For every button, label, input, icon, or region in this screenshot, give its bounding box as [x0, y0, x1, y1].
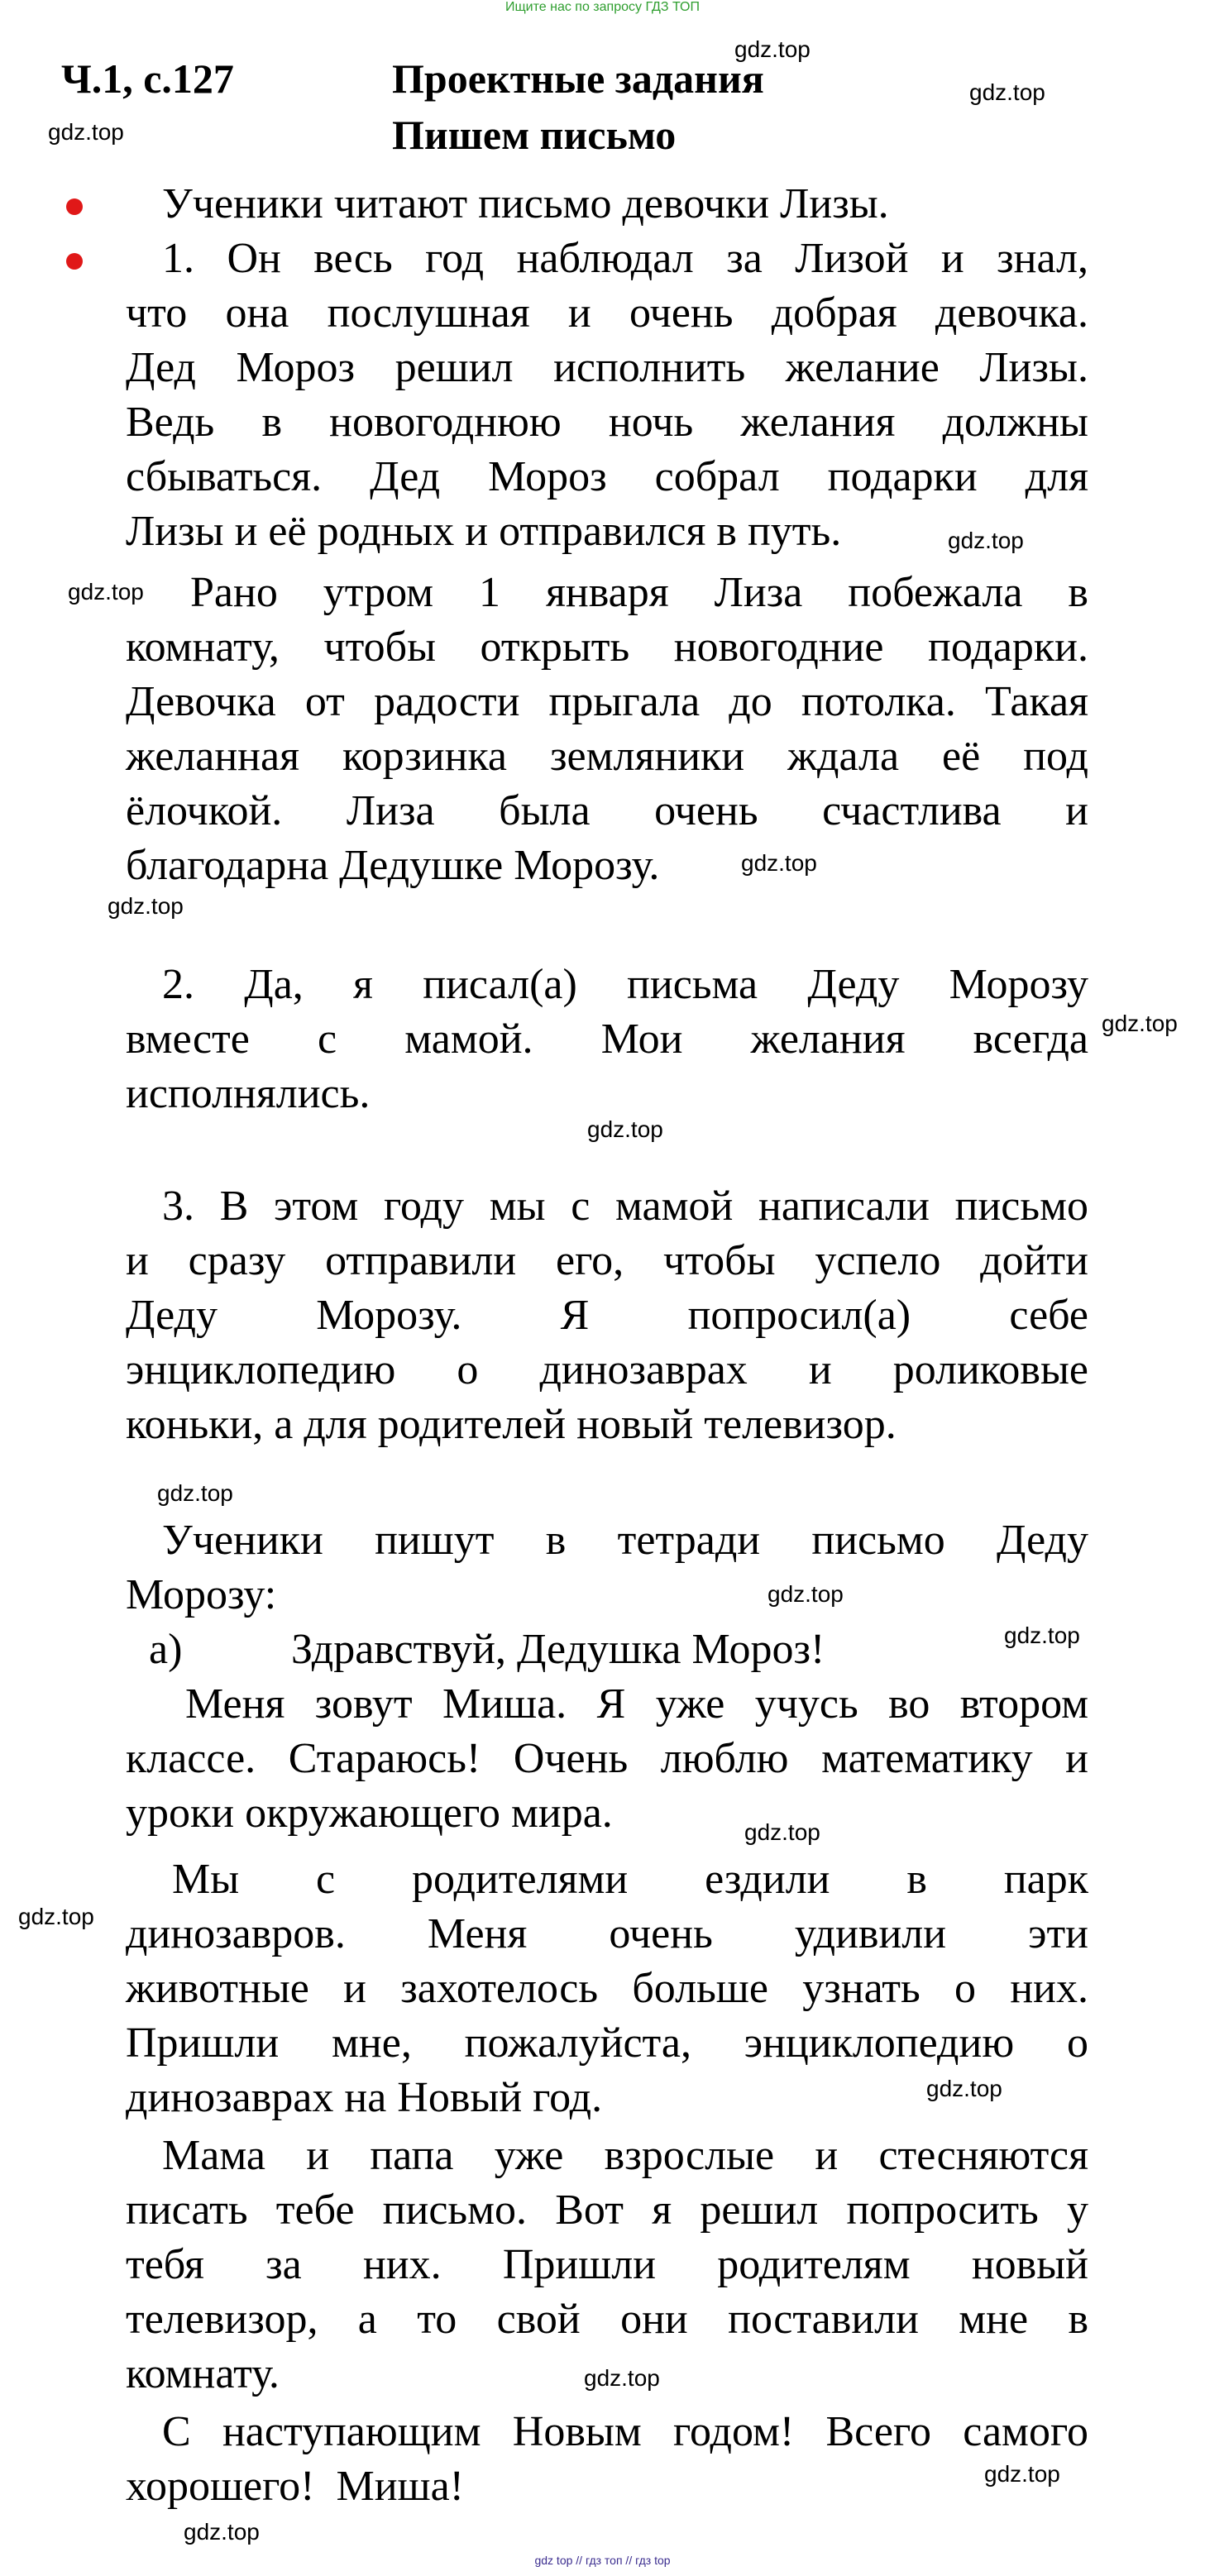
answer-line: вместе с мамой. Мои желания всегда — [126, 1016, 1088, 1063]
watermark: gdz.top — [969, 79, 1045, 105]
footer-separator: // — [572, 2554, 586, 2567]
answer-line: ёлочкой. Лиза была очень счастлива и — [126, 787, 1088, 834]
search-banner: Ищите нас по запросу ГДЗ ТОП — [505, 0, 700, 14]
letter-line: Пришли мне, пожалуйста, энциклопедию о — [126, 2019, 1088, 2067]
letter-line: тебя за них. Пришли родителям новый — [126, 2241, 1088, 2288]
answer-line: Ведь в новогоднюю ночь желания должны — [126, 399, 1088, 446]
watermark: gdz.top — [48, 119, 124, 145]
bullet-icon — [66, 198, 83, 215]
letter-line: динозаврах на Новый год. — [126, 2074, 603, 2121]
letter-greeting: Здравствуй, Дедушка Мороз! — [291, 1626, 825, 1673]
footer-links — [0, 2554, 1205, 2567]
watermark: gdz.top — [68, 579, 144, 605]
answer-line: что она послушная и очень добрая девочка. — [126, 289, 1088, 337]
watermark: gdz.top — [1004, 1623, 1080, 1648]
answer-line: желанная корзинка земляники ждала её под — [126, 733, 1088, 780]
footer-link[interactable]: гдз топ — [585, 2554, 623, 2567]
answer-line: энциклопедию о динозаврах и роликовые — [126, 1346, 1088, 1393]
answer-line: Рано утром 1 января Лиза побежала в — [190, 569, 1088, 616]
answer-line: комнату, чтобы открыть новогодние подарки. — [126, 624, 1088, 671]
footer-link[interactable]: gdz top — [534, 2554, 573, 2567]
section-subtitle: Пишем письмо — [392, 112, 677, 158]
bullet-icon — [66, 253, 83, 270]
watermark: gdz.top — [184, 2519, 260, 2545]
letter-line: животные и захотелось больше узнать о них. — [126, 1965, 1088, 2012]
letter-line: С наступающим Новым годом! Всего самого — [162, 2408, 1088, 2455]
watermark: gdz.top — [926, 2076, 1002, 2101]
letter-line: Меня зовут Миша. Я уже учусь во втором — [185, 1680, 1088, 1728]
letter-signature: хорошего! Миша! — [126, 2463, 464, 2510]
intro-line: Ученики читают письмо девочки Лизы. — [162, 180, 889, 227]
letter-line: писать тебе письмо. Вот я решил попросить у — [126, 2186, 1088, 2234]
letter-label: а) — [149, 1626, 183, 1673]
watermark: gdz.top — [984, 2461, 1060, 2487]
section-title: Проектные задания — [392, 55, 764, 102]
watermark: gdz.top — [741, 850, 817, 876]
watermark: gdz.top — [584, 2365, 660, 2391]
letter-line: уроки окружающего мира. — [126, 1790, 613, 1837]
letter-line: классе. Стараюсь! Очень люблю математику и — [126, 1735, 1088, 1782]
footer-separator: // — [622, 2554, 636, 2567]
watermark: gdz.top — [948, 528, 1024, 553]
answer-line: исполнялись. — [126, 1070, 371, 1117]
watermark: gdz.top — [744, 1819, 820, 1845]
answer-line: Лизы и её родных и отправился в путь. — [126, 508, 842, 555]
answer-line: Деду Морозу. Я попросил(а) себе — [126, 1292, 1088, 1339]
answer-line: 2. Да, я писал(а) письма Деду Морозу — [162, 961, 1088, 1008]
watermark: gdz.top — [1102, 1011, 1178, 1036]
watermark: gdz.top — [157, 1480, 233, 1506]
answer-line: Девочка от радости прыгала до потолка. Такая — [126, 678, 1088, 725]
watermark: gdz.top — [734, 36, 811, 62]
watermark: gdz.top — [587, 1116, 663, 1142]
answer-line: Дед Мороз решил исполнить желание Лизы. — [126, 344, 1088, 391]
page-reference: Ч.1, с.127 — [61, 55, 234, 102]
footer-link[interactable]: гдз top — [635, 2554, 671, 2567]
letter-line: Мы с родителями ездили в парк — [172, 1856, 1088, 1903]
task-line: Морозу: — [126, 1571, 277, 1618]
letter-line: динозавров. Меня очень удивили эти — [126, 1910, 1088, 1957]
letter-line: телевизор, а то свой они поставили мне в — [126, 2296, 1088, 2343]
watermark: gdz.top — [767, 1581, 844, 1607]
watermark: gdz.top — [108, 893, 184, 919]
answer-line: коньки, а для родителей новый телевизор. — [126, 1401, 897, 1448]
answer-line: и сразу отправили его, чтобы успело дойти — [126, 1237, 1088, 1284]
answer-line: 1. Он весь год наблюдал за Лизой и знал, — [162, 235, 1088, 282]
letter-line: комнату. — [126, 2350, 280, 2397]
answer-line: 3. В этом году мы с мамой написали письмо — [162, 1183, 1088, 1230]
letter-line: Мама и папа уже взрослые и стесняются — [162, 2132, 1088, 2179]
answer-line: сбываться. Дед Мороз собрал подарки для — [126, 453, 1088, 500]
task-line: Ученики пишут в тетради письмо Деду — [162, 1517, 1088, 1564]
answer-line: благодарна Дедушке Морозу. — [126, 842, 660, 889]
watermark: gdz.top — [18, 1904, 94, 1929]
